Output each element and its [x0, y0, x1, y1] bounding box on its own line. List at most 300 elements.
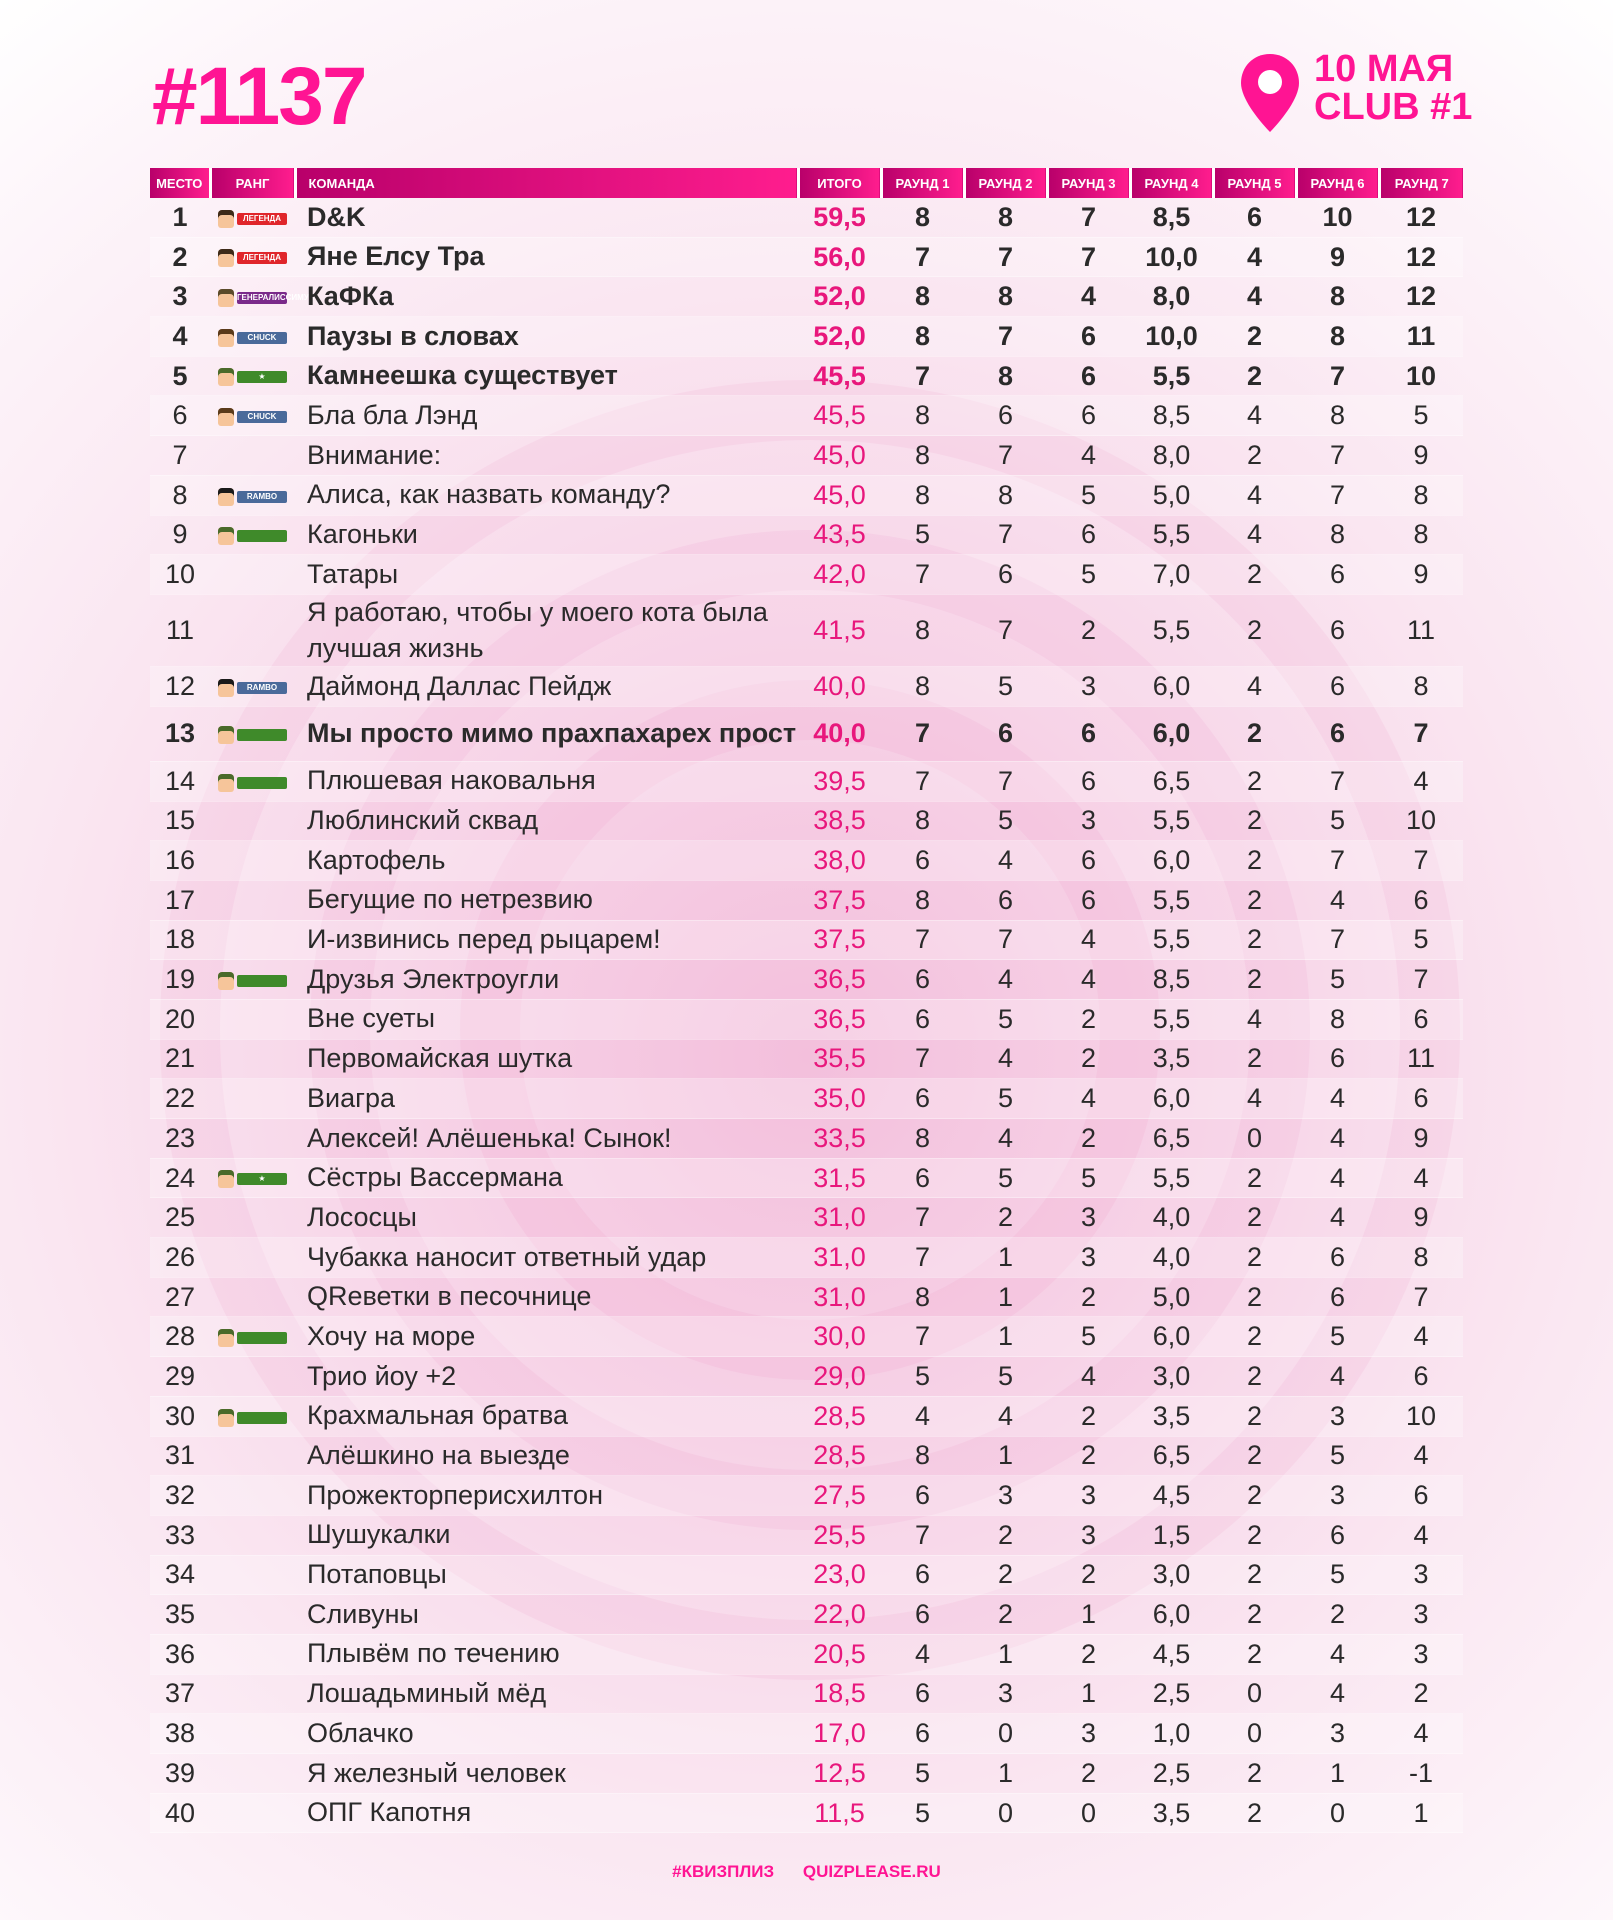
round-5-score-cell: 2	[1213, 1198, 1296, 1238]
rank-cell	[210, 667, 295, 707]
round-7-score-cell: 6	[1379, 1476, 1463, 1516]
table-row	[150, 277, 1463, 317]
rank-badge-icon	[218, 678, 287, 698]
round-4-score-cell: 6,5	[1130, 1119, 1213, 1159]
total-score-cell: 59,5	[798, 198, 881, 237]
round-6-score-cell: 6	[1296, 1277, 1379, 1317]
place-cell: 40	[150, 1793, 210, 1833]
round-1-score-cell: 6	[881, 841, 964, 881]
table-row	[150, 706, 1463, 761]
place-cell: 32	[150, 1476, 210, 1516]
round-7-score-cell: 3	[1379, 1634, 1463, 1674]
round-7-score-cell: 5	[1379, 396, 1463, 436]
team-name-cell: D&K	[295, 198, 798, 237]
round-7-score-cell: 4	[1379, 1515, 1463, 1555]
avatar-head-icon	[218, 1170, 234, 1188]
round-7-score-cell: 4	[1379, 1158, 1463, 1198]
place-cell: 2	[150, 237, 210, 277]
footer-site-link[interactable]: QUIZPLEASE.RU	[802, 1862, 941, 1881]
table-row	[150, 1158, 1463, 1198]
rank-cell	[210, 1754, 295, 1794]
table-row	[150, 920, 1463, 960]
round-3-score-cell: 2	[1047, 1754, 1130, 1794]
rank-cell	[210, 960, 295, 1000]
round-5-score-cell: 2	[1213, 761, 1296, 801]
round-4-score-cell: 10,0	[1130, 317, 1213, 357]
round-2-score-cell: 7	[964, 761, 1047, 801]
round-1-score-cell: 5	[881, 1357, 964, 1397]
rank-badge-icon	[218, 367, 287, 387]
place-cell: 29	[150, 1357, 210, 1397]
round-7-score-cell: 6	[1379, 1357, 1463, 1397]
total-score-cell: 25,5	[798, 1515, 881, 1555]
round-2-score-cell: 4	[964, 1396, 1047, 1436]
table-row	[150, 1793, 1463, 1833]
round-4-score-cell: 2,5	[1130, 1674, 1213, 1714]
round-1-score-cell: 8	[881, 801, 964, 841]
round-7-score-cell: 7	[1379, 1277, 1463, 1317]
team-name-cell: Сёстры Вассермана	[295, 1158, 798, 1198]
table-row	[150, 396, 1463, 436]
total-score-cell: 23,0	[798, 1555, 881, 1595]
round-4-score-cell: 8,0	[1130, 277, 1213, 317]
table-row	[150, 237, 1463, 277]
place-cell: 14	[150, 761, 210, 801]
round-4-score-cell: 8,0	[1130, 436, 1213, 476]
round-3-score-cell: 6	[1047, 317, 1130, 357]
round-4-score-cell: 5,0	[1130, 475, 1213, 515]
rank-cell	[210, 1396, 295, 1436]
place-cell: 10	[150, 555, 210, 595]
round-1-score-cell: 8	[881, 317, 964, 357]
round-6-score-cell: 10	[1296, 198, 1379, 237]
team-name-cell: Облачко	[295, 1714, 798, 1754]
rank-badge-icon	[218, 407, 287, 427]
rank-cell	[210, 706, 295, 761]
table-row	[150, 515, 1463, 555]
round-3-score-cell: 2	[1047, 1039, 1130, 1079]
round-4-score-cell: 10,0	[1130, 237, 1213, 277]
table-row	[150, 667, 1463, 707]
round-5-score-cell: 2	[1213, 920, 1296, 960]
place-cell: 26	[150, 1238, 210, 1278]
rank-cell	[210, 1238, 295, 1278]
place-cell: 12	[150, 667, 210, 707]
table-row	[150, 198, 1463, 237]
round-4-score-cell: 5,0	[1130, 1277, 1213, 1317]
round-6-score-cell: 8	[1296, 317, 1379, 357]
round-7-score-cell: 6	[1379, 999, 1463, 1039]
rank-badge-icon	[218, 526, 287, 546]
place-cell: 15	[150, 801, 210, 841]
round-3-score-cell: 6	[1047, 761, 1130, 801]
avatar-head-icon	[218, 1329, 234, 1347]
place-cell: 33	[150, 1515, 210, 1555]
round-2-score-cell: 6	[964, 555, 1047, 595]
round-7-score-cell: 8	[1379, 475, 1463, 515]
team-name-cell: Кагоньки	[295, 515, 798, 555]
rank-cell	[210, 436, 295, 476]
round-1-score-cell: 6	[881, 1595, 964, 1635]
round-4-score-cell: 6,5	[1130, 1436, 1213, 1476]
round-3-score-cell: 4	[1047, 1357, 1130, 1397]
rank-cell	[210, 920, 295, 960]
round-1-score-cell: 8	[881, 1436, 964, 1476]
round-1-score-cell: 6	[881, 1555, 964, 1595]
round-4-score-cell: 3,5	[1130, 1396, 1213, 1436]
round-1-score-cell: 7	[881, 761, 964, 801]
round-6-score-cell: 5	[1296, 1555, 1379, 1595]
rank-plate: CHUCK	[237, 332, 287, 344]
round-6-score-cell: 4	[1296, 1357, 1379, 1397]
round-4-score-cell: 5,5	[1130, 880, 1213, 920]
rank-plate	[237, 1332, 287, 1344]
round-2-score-cell: 4	[964, 960, 1047, 1000]
footer	[0, 1862, 1613, 1882]
round-1-score-cell: 4	[881, 1634, 964, 1674]
round-4-score-cell: 4,0	[1130, 1198, 1213, 1238]
table-row	[150, 594, 1463, 666]
total-score-cell: 45,0	[798, 436, 881, 476]
round-2-score-cell: 2	[964, 1198, 1047, 1238]
round-3-score-cell: 2	[1047, 1396, 1130, 1436]
table-row	[150, 1674, 1463, 1714]
round-6-score-cell: 4	[1296, 1634, 1379, 1674]
rank-cell	[210, 1119, 295, 1159]
table-row	[150, 1119, 1463, 1159]
column-header-round-1: РАУНД 1	[881, 168, 964, 198]
avatar-head-icon	[218, 1409, 234, 1427]
round-7-score-cell: 4	[1379, 1714, 1463, 1754]
place-cell: 24	[150, 1158, 210, 1198]
total-score-cell: 38,0	[798, 841, 881, 881]
rank-cell	[210, 1198, 295, 1238]
round-6-score-cell: 7	[1296, 841, 1379, 881]
team-name-cell: Татары	[295, 555, 798, 595]
rank-cell	[210, 1595, 295, 1635]
round-5-score-cell: 2	[1213, 436, 1296, 476]
rank-cell	[210, 515, 295, 555]
place-cell: 4	[150, 317, 210, 357]
round-6-score-cell: 3	[1296, 1396, 1379, 1436]
team-name-cell: Люблинский сквад	[295, 801, 798, 841]
round-3-score-cell: 3	[1047, 801, 1130, 841]
table-row	[150, 801, 1463, 841]
round-5-score-cell: 4	[1213, 515, 1296, 555]
round-3-score-cell: 3	[1047, 1714, 1130, 1754]
round-5-score-cell: 2	[1213, 1357, 1296, 1397]
avatar-head-icon	[218, 368, 234, 386]
round-1-score-cell: 8	[881, 667, 964, 707]
column-header-rank: РАНГ	[210, 168, 295, 198]
round-6-score-cell: 9	[1296, 237, 1379, 277]
rank-badge-icon	[218, 1169, 287, 1189]
round-6-score-cell: 4	[1296, 1674, 1379, 1714]
round-2-score-cell: 1	[964, 1634, 1047, 1674]
round-5-score-cell: 4	[1213, 237, 1296, 277]
round-5-score-cell: 2	[1213, 1317, 1296, 1357]
round-6-score-cell: 7	[1296, 920, 1379, 960]
round-2-score-cell: 0	[964, 1714, 1047, 1754]
table-row	[150, 475, 1463, 515]
rank-plate: ЛЕГЕНДА	[237, 213, 287, 225]
total-score-cell: 28,5	[798, 1436, 881, 1476]
total-score-cell: 20,5	[798, 1634, 881, 1674]
round-3-score-cell: 6	[1047, 515, 1130, 555]
round-1-score-cell: 7	[881, 356, 964, 396]
place-cell: 3	[150, 277, 210, 317]
round-5-score-cell: 4	[1213, 999, 1296, 1039]
table-row	[150, 1396, 1463, 1436]
round-5-score-cell: 2	[1213, 555, 1296, 595]
team-name-cell: Даймонд Даллас Пейдж	[295, 667, 798, 707]
round-3-score-cell: 2	[1047, 1119, 1130, 1159]
place-cell: 22	[150, 1079, 210, 1119]
total-score-cell: 35,5	[798, 1039, 881, 1079]
round-6-score-cell: 6	[1296, 706, 1379, 761]
results-body	[150, 198, 1463, 1833]
place-cell: 27	[150, 1277, 210, 1317]
table-row	[150, 999, 1463, 1039]
round-1-score-cell: 7	[881, 1039, 964, 1079]
round-3-score-cell: 7	[1047, 198, 1130, 237]
rank-badge-icon	[218, 773, 287, 793]
round-2-score-cell: 3	[964, 1476, 1047, 1516]
round-3-score-cell: 4	[1047, 920, 1130, 960]
round-7-score-cell: 1	[1379, 1793, 1463, 1833]
total-score-cell: 45,5	[798, 356, 881, 396]
table-row	[150, 880, 1463, 920]
team-name-cell: QRеветки в песочнице	[295, 1277, 798, 1317]
rank-cell	[210, 594, 295, 666]
round-5-score-cell: 2	[1213, 1634, 1296, 1674]
rank-cell	[210, 396, 295, 436]
column-header-round-7: РАУНД 7	[1379, 168, 1463, 198]
table-row	[150, 1238, 1463, 1278]
total-score-cell: 31,0	[798, 1277, 881, 1317]
round-3-score-cell: 2	[1047, 1277, 1130, 1317]
round-1-score-cell: 8	[881, 594, 964, 666]
team-name-cell: Яне Елсу Тра	[295, 237, 798, 277]
avatar-head-icon	[218, 210, 234, 228]
team-name-cell: Крахмальная братва	[295, 1396, 798, 1436]
round-3-score-cell: 6	[1047, 706, 1130, 761]
place-cell: 8	[150, 475, 210, 515]
team-name-cell: Камнеешка существует	[295, 356, 798, 396]
round-4-score-cell: 5,5	[1130, 1158, 1213, 1198]
round-6-score-cell: 6	[1296, 1515, 1379, 1555]
total-score-cell: 52,0	[798, 277, 881, 317]
round-2-score-cell: 1	[964, 1317, 1047, 1357]
column-header-place: МЕСТО	[150, 168, 210, 198]
round-4-score-cell: 5,5	[1130, 356, 1213, 396]
rank-cell	[210, 237, 295, 277]
team-name-cell: Виагра	[295, 1079, 798, 1119]
round-6-score-cell: 4	[1296, 880, 1379, 920]
round-4-score-cell: 4,5	[1130, 1634, 1213, 1674]
round-3-score-cell: 2	[1047, 1555, 1130, 1595]
round-6-score-cell: 6	[1296, 594, 1379, 666]
rank-badge-icon	[218, 328, 287, 348]
round-5-score-cell: 2	[1213, 1515, 1296, 1555]
round-5-score-cell: 2	[1213, 1476, 1296, 1516]
total-score-cell: 45,0	[798, 475, 881, 515]
round-5-score-cell: 0	[1213, 1714, 1296, 1754]
total-score-cell: 42,0	[798, 555, 881, 595]
game-number: #1137	[152, 51, 366, 142]
round-1-score-cell: 7	[881, 1317, 964, 1357]
footer-hashtag: #КВИЗПЛИЗ	[672, 1862, 775, 1881]
round-4-score-cell: 1,0	[1130, 1714, 1213, 1754]
round-5-score-cell: 2	[1213, 594, 1296, 666]
round-5-score-cell: 4	[1213, 396, 1296, 436]
round-6-score-cell: 6	[1296, 1039, 1379, 1079]
round-1-score-cell: 6	[881, 1476, 964, 1516]
rank-plate	[237, 530, 287, 542]
round-4-score-cell: 3,0	[1130, 1357, 1213, 1397]
round-1-score-cell: 8	[881, 475, 964, 515]
total-score-cell: 31,5	[798, 1158, 881, 1198]
round-7-score-cell: 11	[1379, 1039, 1463, 1079]
round-7-score-cell: 9	[1379, 555, 1463, 595]
round-3-score-cell: 5	[1047, 1158, 1130, 1198]
round-4-score-cell: 8,5	[1130, 960, 1213, 1000]
place-cell: 36	[150, 1634, 210, 1674]
round-2-score-cell: 6	[964, 396, 1047, 436]
team-name-cell: ОПГ Капотня	[295, 1793, 798, 1833]
round-7-score-cell: 6	[1379, 1079, 1463, 1119]
round-7-score-cell: 7	[1379, 706, 1463, 761]
round-4-score-cell: 6,0	[1130, 1595, 1213, 1635]
total-score-cell: 39,5	[798, 761, 881, 801]
rank-plate: RAMBO	[237, 682, 287, 694]
round-3-score-cell: 2	[1047, 1634, 1130, 1674]
round-6-score-cell: 8	[1296, 277, 1379, 317]
rank-cell	[210, 1436, 295, 1476]
column-header-round-4: РАУНД 4	[1130, 168, 1213, 198]
column-header-team: КОМАНДА	[295, 168, 798, 198]
round-2-score-cell: 7	[964, 237, 1047, 277]
rank-cell	[210, 1555, 295, 1595]
round-2-score-cell: 5	[964, 801, 1047, 841]
total-score-cell: 12,5	[798, 1754, 881, 1794]
round-2-score-cell: 7	[964, 317, 1047, 357]
round-2-score-cell: 8	[964, 475, 1047, 515]
round-6-score-cell: 6	[1296, 1238, 1379, 1278]
round-6-score-cell: 5	[1296, 1436, 1379, 1476]
round-1-score-cell: 8	[881, 396, 964, 436]
place-cell: 35	[150, 1595, 210, 1635]
table-row	[150, 1714, 1463, 1754]
round-4-score-cell: 8,5	[1130, 396, 1213, 436]
rank-plate	[237, 975, 287, 987]
team-name-cell: Трио йоу +2	[295, 1357, 798, 1397]
rank-cell	[210, 1277, 295, 1317]
team-name-cell: Алиса, как назвать команду?	[295, 475, 798, 515]
round-2-score-cell: 8	[964, 198, 1047, 237]
place-cell: 39	[150, 1754, 210, 1794]
rank-cell	[210, 1515, 295, 1555]
team-name-cell: Алексей! Алёшенька! Сынок!	[295, 1119, 798, 1159]
venue-name: CLUB #1	[1314, 86, 1473, 128]
round-4-score-cell: 3,5	[1130, 1039, 1213, 1079]
round-2-score-cell: 7	[964, 920, 1047, 960]
round-4-score-cell: 4,5	[1130, 1476, 1213, 1516]
avatar-head-icon	[218, 726, 234, 744]
team-name-cell: Лососцы	[295, 1198, 798, 1238]
rank-cell	[210, 1674, 295, 1714]
round-5-score-cell: 0	[1213, 1674, 1296, 1714]
place-cell: 11	[150, 594, 210, 666]
round-1-score-cell: 4	[881, 1396, 964, 1436]
round-1-score-cell: 7	[881, 237, 964, 277]
round-7-score-cell: 4	[1379, 761, 1463, 801]
team-name-cell: КаФКа	[295, 277, 798, 317]
round-3-score-cell: 1	[1047, 1595, 1130, 1635]
rank-cell	[210, 841, 295, 881]
team-name-cell: Вне суеты	[295, 999, 798, 1039]
team-name-cell: Я железный человек	[295, 1754, 798, 1794]
round-2-score-cell: 5	[964, 1079, 1047, 1119]
avatar-head-icon	[218, 329, 234, 347]
round-5-score-cell: 2	[1213, 1436, 1296, 1476]
round-3-score-cell: 2	[1047, 999, 1130, 1039]
round-3-score-cell: 6	[1047, 880, 1130, 920]
round-6-score-cell: 6	[1296, 555, 1379, 595]
round-5-score-cell: 2	[1213, 1238, 1296, 1278]
team-name-cell: Шушукалки	[295, 1515, 798, 1555]
rank-plate: ЛЕГЕНДА	[237, 252, 287, 264]
total-score-cell: 41,5	[798, 594, 881, 666]
round-4-score-cell: 2,5	[1130, 1754, 1213, 1794]
total-score-cell: 28,5	[798, 1396, 881, 1436]
round-6-score-cell: 7	[1296, 475, 1379, 515]
round-3-score-cell: 7	[1047, 237, 1130, 277]
round-4-score-cell: 5,5	[1130, 594, 1213, 666]
round-1-score-cell: 6	[881, 960, 964, 1000]
rank-badge-icon	[218, 209, 287, 229]
round-5-score-cell: 2	[1213, 1754, 1296, 1794]
round-1-score-cell: 7	[881, 555, 964, 595]
round-5-score-cell: 2	[1213, 1793, 1296, 1833]
round-6-score-cell: 5	[1296, 960, 1379, 1000]
round-6-score-cell: 4	[1296, 1158, 1379, 1198]
total-score-cell: 36,5	[798, 960, 881, 1000]
round-7-score-cell: 12	[1379, 237, 1463, 277]
round-2-score-cell: 2	[964, 1515, 1047, 1555]
rank-plate: ★	[237, 371, 287, 383]
place-cell: 30	[150, 1396, 210, 1436]
rank-badge-icon	[218, 248, 287, 268]
round-3-score-cell: 3	[1047, 1238, 1130, 1278]
round-2-score-cell: 8	[964, 277, 1047, 317]
round-4-score-cell: 6,5	[1130, 761, 1213, 801]
total-score-cell: 33,5	[798, 1119, 881, 1159]
team-name-cell: Картофель	[295, 841, 798, 881]
round-5-score-cell: 4	[1213, 1079, 1296, 1119]
round-4-score-cell: 6,0	[1130, 667, 1213, 707]
table-row	[150, 1039, 1463, 1079]
table-row	[150, 1476, 1463, 1516]
round-5-score-cell: 2	[1213, 356, 1296, 396]
team-name-cell: Чубакка наносит ответный удар	[295, 1238, 798, 1278]
total-score-cell: 43,5	[798, 515, 881, 555]
rank-cell	[210, 1357, 295, 1397]
round-7-score-cell: 9	[1379, 436, 1463, 476]
table-row	[150, 960, 1463, 1000]
round-5-score-cell: 2	[1213, 841, 1296, 881]
rank-cell	[210, 1476, 295, 1516]
